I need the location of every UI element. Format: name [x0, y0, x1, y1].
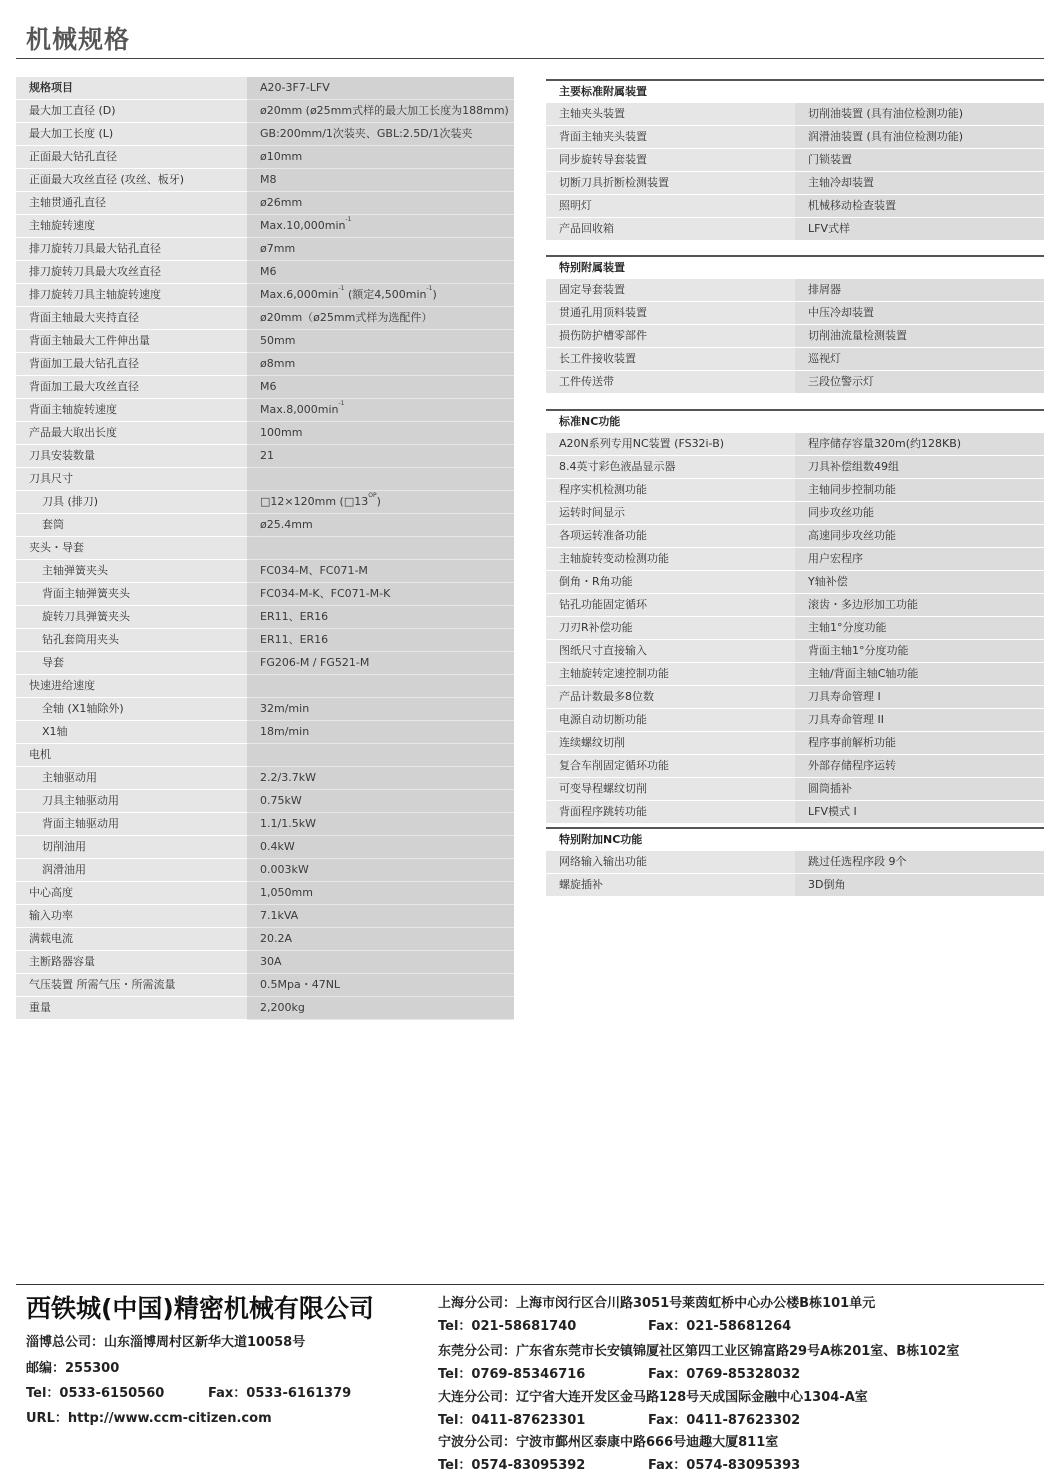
- spec-value: [247, 790, 514, 813]
- spec-row: [16, 330, 514, 353]
- spec-row: [16, 261, 514, 284]
- feature-row: [546, 172, 1044, 195]
- spec-value-text: FG206-M / FG521-M: [260, 656, 370, 669]
- feature-item: 刀刃R补偿功能: [546, 617, 795, 640]
- spec-value: [247, 238, 514, 261]
- branch-tel: Tel：0574-83095392: [438, 1458, 586, 1473]
- feature-row: [546, 479, 1044, 502]
- spec-row: [16, 836, 514, 859]
- feature-item: A20N系列专用NC装置 (FS32i-B): [546, 433, 795, 456]
- feature-row: [546, 851, 1044, 874]
- spec-label: 电机: [16, 744, 247, 767]
- spec-label: 产品最大取出长度: [16, 422, 247, 445]
- feature-row: [546, 218, 1044, 241]
- spec-value: [247, 192, 514, 215]
- spec-row: [16, 974, 514, 997]
- spec-row: [16, 744, 514, 767]
- feature-item: 润滑油装置 (具有油位检测功能): [795, 126, 1044, 149]
- feature-row: [546, 617, 1044, 640]
- feature-row: [546, 686, 1044, 709]
- spec-value-text: Max.8,000min: [260, 403, 339, 416]
- spec-row: [16, 629, 514, 652]
- unit-superscript: -1: [426, 285, 433, 292]
- hq-fax: Fax：0533-6161379: [208, 1386, 352, 1401]
- spec-value: [247, 744, 514, 767]
- accessory-section: [546, 827, 1044, 897]
- spec-label: 刀具安装数量: [16, 445, 247, 468]
- spec-value: [247, 169, 514, 192]
- spec-value: [247, 767, 514, 790]
- spec-value: [247, 583, 514, 606]
- branch-address: 上海分公司：上海市闵行区合川路3051号莱茵虹桥中心办公楼B栋101单元: [438, 1296, 876, 1311]
- feature-row: [546, 502, 1044, 525]
- spec-value-text: 0.75kW: [260, 794, 302, 807]
- feature-item: 照明灯: [546, 195, 795, 218]
- branch-fax: Fax：0574-83095393: [648, 1458, 801, 1473]
- spec-value: [247, 951, 514, 974]
- spec-value-text: 2.2/3.7kW: [260, 771, 316, 784]
- spec-row: [16, 123, 514, 146]
- spec-value-text: 2,200kg: [260, 1001, 305, 1014]
- branch-address: 宁波分公司：宁波市鄞州区泰康中路666号迪趣大厦811室: [438, 1435, 779, 1450]
- spec-value-text: ER11、ER16: [260, 633, 329, 646]
- spec-value: [247, 629, 514, 652]
- spec-value-text: Max.6,000min: [260, 288, 339, 301]
- spec-value-text: M8: [260, 173, 277, 186]
- spec-value-text: □12×120mm (□13: [260, 495, 369, 508]
- spec-label: 主轴驱动用: [16, 767, 247, 790]
- spec-row: [16, 468, 514, 491]
- feature-item: 程序储存容量320m(约128KB): [795, 433, 1044, 456]
- spec-label: 输入功率: [16, 905, 247, 928]
- feature-item: 主轴夹头装置: [546, 103, 795, 126]
- feature-item: 主轴1°分度功能: [795, 617, 1044, 640]
- feature-row: [546, 594, 1044, 617]
- spec-label: 正面最大钻孔直径: [16, 146, 247, 169]
- feature-item: 电源自动切断功能: [546, 709, 795, 732]
- section-title: 标准NC功能: [546, 410, 1044, 433]
- spec-value-text: ø8mm: [260, 357, 296, 370]
- spec-value-text: ø10mm: [260, 150, 303, 163]
- spec-row: [16, 560, 514, 583]
- feature-item: 主轴冷却装置: [795, 172, 1044, 195]
- feature-item: 主轴/背面主轴C轴功能: [795, 663, 1044, 686]
- spec-row: [16, 767, 514, 790]
- spec-value: [247, 675, 514, 698]
- spec-row: [16, 284, 514, 307]
- feature-item: 网络输入输出功能: [546, 851, 795, 874]
- branch-fax: Fax：0769-85328032: [648, 1367, 801, 1382]
- spec-label: 中心高度: [16, 882, 247, 905]
- unit-superscript: -1: [338, 400, 345, 407]
- feature-item: 切削油流量检测装置: [795, 325, 1044, 348]
- spec-label: 满载电流: [16, 928, 247, 951]
- spec-row: [16, 445, 514, 468]
- spec-value-text: M6: [260, 265, 277, 278]
- spec-row: [16, 583, 514, 606]
- feature-item: 切断刀具折断检测装置: [546, 172, 795, 195]
- spec-value-text: 21: [260, 449, 274, 462]
- spec-value: [247, 353, 514, 376]
- spec-label: 背面加工最大攻丝直径: [16, 376, 247, 399]
- accessory-section: [546, 409, 1044, 824]
- spec-value-text: 18m/min: [260, 725, 310, 738]
- spec-value: [247, 514, 514, 537]
- spec-value-text: ): [376, 495, 381, 508]
- spec-row: [16, 905, 514, 928]
- feature-item: 机械移动检查装置: [795, 195, 1044, 218]
- section-header-row: [546, 828, 1044, 851]
- spec-value-text: ø20mm (ø25mm式样的最大加工长度为188mm): [260, 104, 509, 117]
- branch-fax: Fax：0411-87623302: [648, 1413, 801, 1428]
- spec-value-text: FC034-M-K、FC071-M-K: [260, 587, 391, 600]
- spec-row: [16, 951, 514, 974]
- spec-row: [16, 399, 514, 422]
- spec-label: 背面主轴最大工件伸出量: [16, 330, 247, 353]
- feature-item: 滚齿・多边形加工功能: [795, 594, 1044, 617]
- spec-label: X1轴: [16, 721, 247, 744]
- spec-value: [247, 859, 514, 882]
- spec-value: [247, 468, 514, 491]
- spec-row: [16, 652, 514, 675]
- feature-item: 高速同步攻丝功能: [795, 525, 1044, 548]
- spec-value: [247, 721, 514, 744]
- spec-header-model: A20-3F7-LFV: [247, 77, 514, 100]
- feature-row: [546, 371, 1044, 394]
- branch-tel: Tel：0411-87623301: [438, 1413, 586, 1428]
- feature-row: [546, 640, 1044, 663]
- spec-value-text: FC034-M、FC071-M: [260, 564, 368, 577]
- spec-label: 切削油用: [16, 836, 247, 859]
- spec-table: [16, 77, 514, 1020]
- spec-label: 导套: [16, 652, 247, 675]
- section-header-row: [546, 410, 1044, 433]
- spec-value-text: ): [432, 288, 437, 301]
- feature-row: [546, 126, 1044, 149]
- feature-item: 产品回收箱: [546, 218, 795, 241]
- spec-label: 气压装置 所需气压・所需流量: [16, 974, 247, 997]
- feature-item: 跳过任选程序段 9个: [795, 851, 1044, 874]
- spec-value-text: 0.4kW: [260, 840, 295, 853]
- spec-value-text: 1,050mm: [260, 886, 313, 899]
- spec-value: [247, 123, 514, 146]
- spec-row: [16, 422, 514, 445]
- spec-row: [16, 146, 514, 169]
- feature-item: 刀具补偿组数49组: [795, 456, 1044, 479]
- spec-value-text: (额定4,500min: [344, 288, 427, 301]
- spec-row: [16, 514, 514, 537]
- feature-item: 程序事前解析功能: [795, 732, 1044, 755]
- feature-item: 钻孔功能固定循环: [546, 594, 795, 617]
- spec-value: [247, 445, 514, 468]
- spec-value: [247, 537, 514, 560]
- spec-value-text: 1.1/1.5kW: [260, 817, 316, 830]
- spec-value: [247, 882, 514, 905]
- spec-header-label: 规格项目: [16, 77, 247, 100]
- feature-item: 同步攻丝功能: [795, 502, 1044, 525]
- feature-item: 刀具寿命管理 II: [795, 709, 1044, 732]
- unit-superscript: -1: [345, 216, 352, 223]
- branch-tel: Tel：021-58681740: [438, 1319, 577, 1334]
- feature-row: [546, 874, 1044, 897]
- spec-value: [247, 284, 514, 307]
- spec-label: 背面主轴驱动用: [16, 813, 247, 836]
- spec-label: 旋转刀具弹簧夹头: [16, 606, 247, 629]
- feature-row: [546, 663, 1044, 686]
- spec-value-text: ø26mm: [260, 196, 303, 209]
- spec-value-text: 32m/min: [260, 702, 310, 715]
- spec-label: 主轴贯通孔直径: [16, 192, 247, 215]
- spec-value: [247, 307, 514, 330]
- section-header-row: [546, 256, 1044, 279]
- spec-label: 最大加工直径 (D): [16, 100, 247, 123]
- spec-label: 主轴弹簧夹头: [16, 560, 247, 583]
- branch-address: 东莞分公司：广东省东莞市长安镇锦厦社区第四工业区锦富路29号A栋201室、B栋102室: [438, 1344, 960, 1359]
- spec-value-text: GB:200mm/1次装夹、GBL:2.5D/1次装夹: [260, 127, 473, 140]
- feature-item: 背面主轴1°分度功能: [795, 640, 1044, 663]
- spec-row: [16, 353, 514, 376]
- unit-superscript: OP: [368, 492, 377, 499]
- spec-label: 刀具尺寸: [16, 468, 247, 491]
- spec-label: 主断路器容量: [16, 951, 247, 974]
- feature-row: [546, 732, 1044, 755]
- feature-item: 3D倒角: [795, 874, 1044, 897]
- spec-row: [16, 882, 514, 905]
- spec-label: 刀具 (排刀): [16, 491, 247, 514]
- feature-row: [546, 433, 1044, 456]
- hq-url[interactable]: URL：http://www.ccm-citizen.com: [26, 1411, 272, 1426]
- feature-item: 产品计数最多8位数: [546, 686, 795, 709]
- feature-row: [546, 149, 1044, 172]
- feature-row: [546, 456, 1044, 479]
- feature-row: [546, 778, 1044, 801]
- spec-value: [247, 974, 514, 997]
- spec-value: [247, 698, 514, 721]
- feature-item: LFV模式 I: [795, 801, 1044, 824]
- feature-item: 图纸尺寸直接输入: [546, 640, 795, 663]
- spec-value: [247, 422, 514, 445]
- spec-value: [247, 905, 514, 928]
- footer-divider: [16, 1284, 1044, 1285]
- feature-row: [546, 801, 1044, 824]
- spec-label: 重量: [16, 997, 247, 1020]
- spec-row: [16, 238, 514, 261]
- spec-value: [247, 376, 514, 399]
- company-name: 西铁城(中国)精密机械有限公司: [26, 1294, 374, 1323]
- feature-item: 巡视灯: [795, 348, 1044, 371]
- spec-value: [247, 146, 514, 169]
- feature-item: 程序实机检测功能: [546, 479, 795, 502]
- spec-value: [247, 997, 514, 1020]
- spec-row: [16, 606, 514, 629]
- unit-superscript: -1: [338, 285, 345, 292]
- feature-item: 用户宏程序: [795, 548, 1044, 571]
- spec-label: 正面最大攻丝直径 (攻丝、板牙): [16, 169, 247, 192]
- spec-label: 夹头・导套: [16, 537, 247, 560]
- section-title: 主要标准附属装置: [546, 80, 1044, 103]
- page-title: 机械规格: [26, 25, 131, 54]
- feature-item: 损伤防护槽零部件: [546, 325, 795, 348]
- spec-row: [16, 675, 514, 698]
- spec-label: 全轴 (X1轴除外): [16, 698, 247, 721]
- spec-label: 背面加工最大钻孔直径: [16, 353, 247, 376]
- spec-label: 主轴旋转速度: [16, 215, 247, 238]
- feature-item: Y轴补偿: [795, 571, 1044, 594]
- feature-row: [546, 279, 1044, 302]
- feature-item: 主轴旋转定速控制功能: [546, 663, 795, 686]
- branch-fax: Fax：021-58681264: [648, 1319, 792, 1334]
- spec-row: [16, 859, 514, 882]
- spec-row: [16, 169, 514, 192]
- feature-item: 8.4英寸彩色液晶显示器: [546, 456, 795, 479]
- feature-item: 固定导套装置: [546, 279, 795, 302]
- section-title: 特别附加NC功能: [546, 828, 1044, 851]
- feature-item: 贯通孔用顶料装置: [546, 302, 795, 325]
- spec-label: 排刀旋转刀具最大攻丝直径: [16, 261, 247, 284]
- feature-row: [546, 325, 1044, 348]
- spec-label: 套筒: [16, 514, 247, 537]
- feature-item: 排屑器: [795, 279, 1044, 302]
- spec-value-text: 0.003kW: [260, 863, 309, 876]
- spec-value-text: Max.10,000min: [260, 219, 346, 232]
- hq-address: 淄博总公司：山东淄博周村区新华大道10058号: [26, 1335, 306, 1350]
- feature-item: 螺旋插补: [546, 874, 795, 897]
- spec-header-row: [16, 77, 514, 100]
- spec-value-text: M6: [260, 380, 277, 393]
- feature-item: 各项运转准备功能: [546, 525, 795, 548]
- title-divider: [16, 58, 1044, 59]
- feature-item: 三段位警示灯: [795, 371, 1044, 394]
- spec-value: [247, 215, 514, 238]
- feature-row: [546, 525, 1044, 548]
- feature-row: [546, 548, 1044, 571]
- branch-tel: Tel：0769-85346716: [438, 1367, 586, 1382]
- feature-item: 倒角・R角功能: [546, 571, 795, 594]
- spec-row: [16, 698, 514, 721]
- feature-row: [546, 571, 1044, 594]
- feature-item: 主轴旋转变动检测功能: [546, 548, 795, 571]
- spec-value: [247, 652, 514, 675]
- feature-item: 背面程序跳转功能: [546, 801, 795, 824]
- feature-row: [546, 195, 1044, 218]
- hq-tel: Tel：0533-6150560: [26, 1386, 165, 1401]
- spec-row: [16, 928, 514, 951]
- spec-label: 刀具主轴驱动用: [16, 790, 247, 813]
- spec-label: 背面主轴最大夹持直径: [16, 307, 247, 330]
- spec-value: [247, 560, 514, 583]
- feature-item: 外部存储程序运转: [795, 755, 1044, 778]
- feature-item: 长工件接收装置: [546, 348, 795, 371]
- spec-row: [16, 491, 514, 514]
- spec-label: 润滑油用: [16, 859, 247, 882]
- spec-row: [16, 100, 514, 123]
- accessory-section: [546, 79, 1044, 241]
- feature-item: 中压冷却装置: [795, 302, 1044, 325]
- spec-label: 背面主轴旋转速度: [16, 399, 247, 422]
- feature-item: 工件传送带: [546, 371, 795, 394]
- feature-row: [546, 755, 1044, 778]
- spec-row: [16, 721, 514, 744]
- feature-item: 复合车削固定循环功能: [546, 755, 795, 778]
- spec-value-text: 0.5Mpa・47NL: [260, 978, 341, 991]
- spec-row: [16, 215, 514, 238]
- spec-label: 钻孔套筒用夹头: [16, 629, 247, 652]
- spec-value: [247, 100, 514, 123]
- spec-row: [16, 790, 514, 813]
- spec-value-text: ER11、ER16: [260, 610, 329, 623]
- branch-address: 大连分公司：辽宁省大连开发区金马路128号天成国际金融中心1304-A室: [438, 1390, 868, 1405]
- spec-label: 快速进给速度: [16, 675, 247, 698]
- feature-item: 门锁装置: [795, 149, 1044, 172]
- spec-value-text: 100mm: [260, 426, 303, 439]
- spec-value-text: 50mm: [260, 334, 296, 347]
- feature-item: 运转时间显示: [546, 502, 795, 525]
- feature-item: 同步旋转导套装置: [546, 149, 795, 172]
- spec-value: [247, 330, 514, 353]
- hq-postcode: 邮编：255300: [26, 1361, 120, 1376]
- spec-value: [247, 813, 514, 836]
- feature-item: 刀具寿命管理 I: [795, 686, 1044, 709]
- spec-label: 排刀旋转刀具最大钻孔直径: [16, 238, 247, 261]
- feature-item: 连续螺纹切削: [546, 732, 795, 755]
- spec-label: 背面主轴弹簧夹头: [16, 583, 247, 606]
- feature-row: [546, 103, 1044, 126]
- spec-row: [16, 997, 514, 1020]
- spec-row: [16, 537, 514, 560]
- spec-label: 排刀旋转刀具主轴旋转速度: [16, 284, 247, 307]
- spec-value-text: 7.1kVA: [260, 909, 299, 922]
- spec-row: [16, 813, 514, 836]
- section-title: 特别附属装置: [546, 256, 1044, 279]
- feature-item: 背面主轴夹头装置: [546, 126, 795, 149]
- feature-item: 切削油装置 (具有油位检测功能): [795, 103, 1044, 126]
- feature-row: [546, 348, 1044, 371]
- spec-label: 最大加工长度 (L): [16, 123, 247, 146]
- spec-row: [16, 376, 514, 399]
- feature-row: [546, 302, 1044, 325]
- spec-value: [247, 261, 514, 284]
- accessory-section: [546, 255, 1044, 394]
- feature-item: 可变导程螺纹切削: [546, 778, 795, 801]
- spec-value-text: 20.2A: [260, 932, 293, 945]
- feature-item: 圆筒插补: [795, 778, 1044, 801]
- spec-row: [16, 192, 514, 215]
- spec-value: [247, 606, 514, 629]
- spec-value: [247, 491, 514, 514]
- feature-item: LFV式样: [795, 218, 1044, 241]
- feature-row: [546, 709, 1044, 732]
- spec-value-text: ø7mm: [260, 242, 296, 255]
- spec-row: [16, 307, 514, 330]
- spec-value: [247, 836, 514, 859]
- spec-value: [247, 399, 514, 422]
- spec-value-text: 30A: [260, 955, 282, 968]
- section-header-row: [546, 80, 1044, 103]
- spec-value: [247, 928, 514, 951]
- feature-item: 主轴同步控制功能: [795, 479, 1044, 502]
- spec-value-text: ø25.4mm: [260, 518, 313, 531]
- spec-value-text: ø20mm（ø25mm式样为选配件）: [260, 311, 433, 324]
